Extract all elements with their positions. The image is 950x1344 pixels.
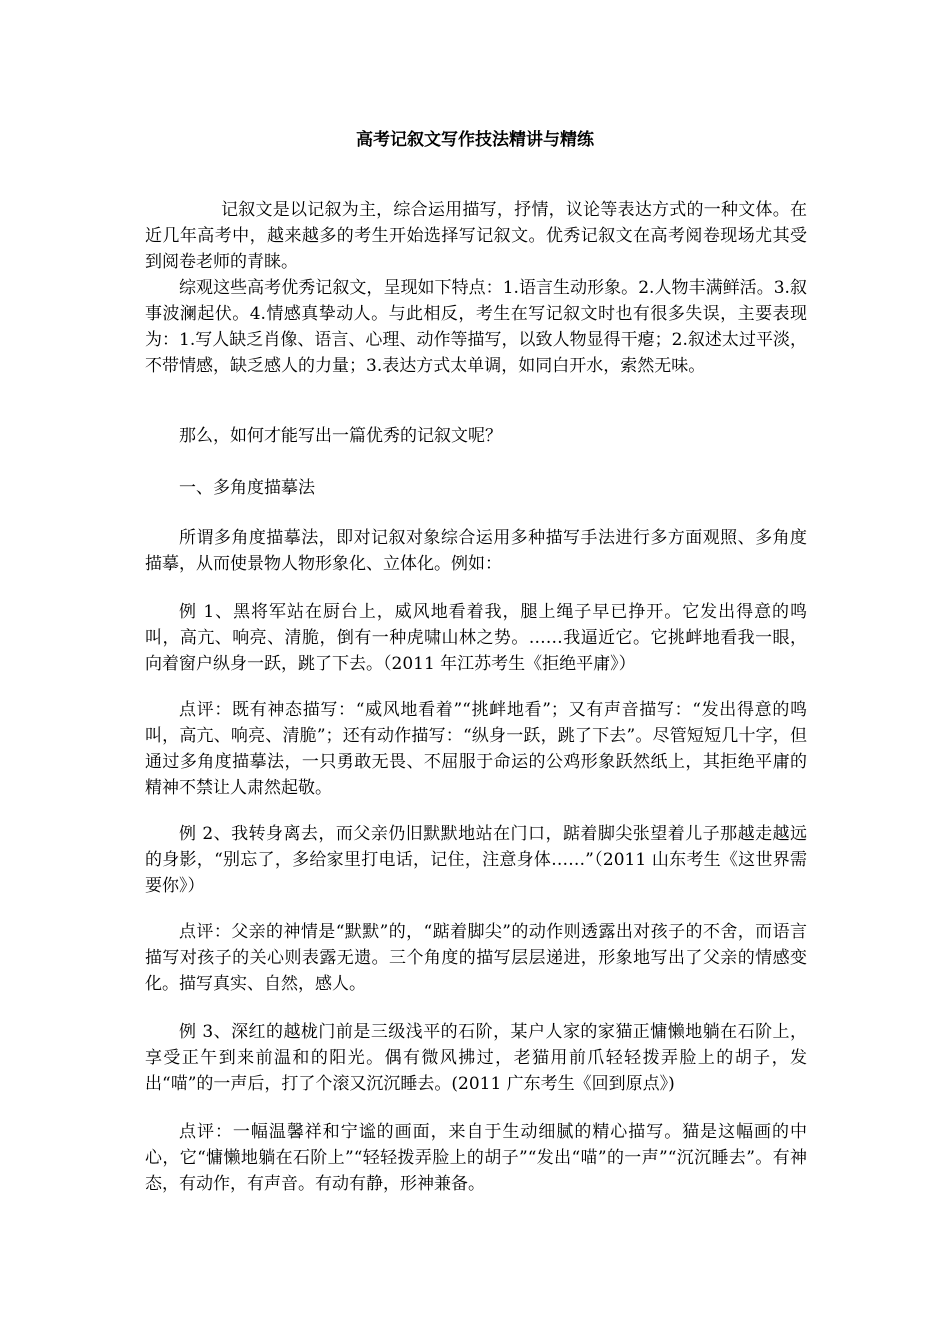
example-2-paragraph: 例 2、我转身离去，而父亲仍旧默默地站在门口，踮着脚尖张望着儿子那越走越远的身影，“别忘了，多给家里打电话，记住，注意身体……”（2011 山东考生《这世界需要你》） (145, 824, 807, 896)
example-3-paragraph: 例 3、深红的越栊门前是三级浅平的石阶，某户人家的家猫正慵懒地躺在石阶上，享受正午到来前温和的阳光。偶有微风拂过，老猫用前爪轻轻拨弄脸上的胡子，发出“喵”的一声后，打了个滚又沉沉睡去。(2011 广东考生《回到原点》) (145, 1022, 807, 1094)
features-paragraph: 综观这些高考优秀记叙文，呈现如下特点：1.语言生动形象。2.人物丰满鲜活。3.叙事波澜起伏。4.情感真挚动人。与此相反，考生在写记叙文时也有很多失误，主要表现为：1.写人缺乏肖像、语言、心理、动作等描写，以致人物显得干瘪；2.叙述太过平淡，不带情感，缺乏感人的力量；3.表达方式太单调，如同白开水，索然无味。 (145, 278, 807, 376)
method-definition-paragraph: 所谓多角度描摹法，即对记叙对象综合运用多种描写手法进行多方面观照、多角度描摹，从而使景物人物形象化、立体化。例如： (145, 528, 807, 574)
comment-3-paragraph: 点评：一幅温馨祥和宁谧的画面，来自于生动细腻的精心描写。猫是这幅画的中心，它“慵懒地躺在石阶上”“轻轻拨弄脸上的胡子”“发出“喵”的一声”“沉沉睡去”。有神态，有动作，有声音。有动有静，形神兼备。 (145, 1122, 807, 1194)
section-heading: 一、多角度描摹法 (179, 478, 315, 498)
example-1-paragraph: 例 1、黑将军站在厨台上，威风地看着我，腿上绳子早已挣开。它发出得意的鸣叫，高亢、响亮、清脆，倒有一种虎啸山林之势。……我逼近它。它挑衅地看我一眼，向着窗户纵身一跃，跳了下去。（2011 年江苏考生《拒绝平庸》） (145, 602, 807, 674)
comment-2-paragraph: 点评：父亲的神情是“默默”的，“踮着脚尖”的动作则透露出对孩子的不舍，而语言描写对孩子的关心则表露无遗。三个角度的描写层层递进，形象地写出了父亲的情感变化。描写真实、自然，感人。 (145, 922, 807, 994)
question-paragraph: 那么，如何才能写出一篇优秀的记叙文呢？ (179, 426, 502, 446)
comment-1-paragraph: 点评：既有神态描写：“威风地看着”“挑衅地看”；又有声音描写：“发出得意的鸣叫，高亢、响亮、清脆”；还有动作描写：“纵身一跃，跳了下去”。尽管短短几十字，但通过多角度描摹法，一只勇敢无畏、不屈服于命运的公鸡形象跃然纸上，其拒绝平庸的精神不禁让人肃然起敬。 (145, 700, 807, 798)
intro-paragraph: 记叙文是以记叙为主，综合运用描写，抒情，议论等表达方式的一种文体。在近几年高考中，越来越多的考生开始选择写记叙文。优秀记叙文在高考阅卷现场尤其受到阅卷老师的青睐。 (145, 200, 807, 272)
document-title: 高考记叙文写作技法精讲与精练 (356, 130, 594, 150)
